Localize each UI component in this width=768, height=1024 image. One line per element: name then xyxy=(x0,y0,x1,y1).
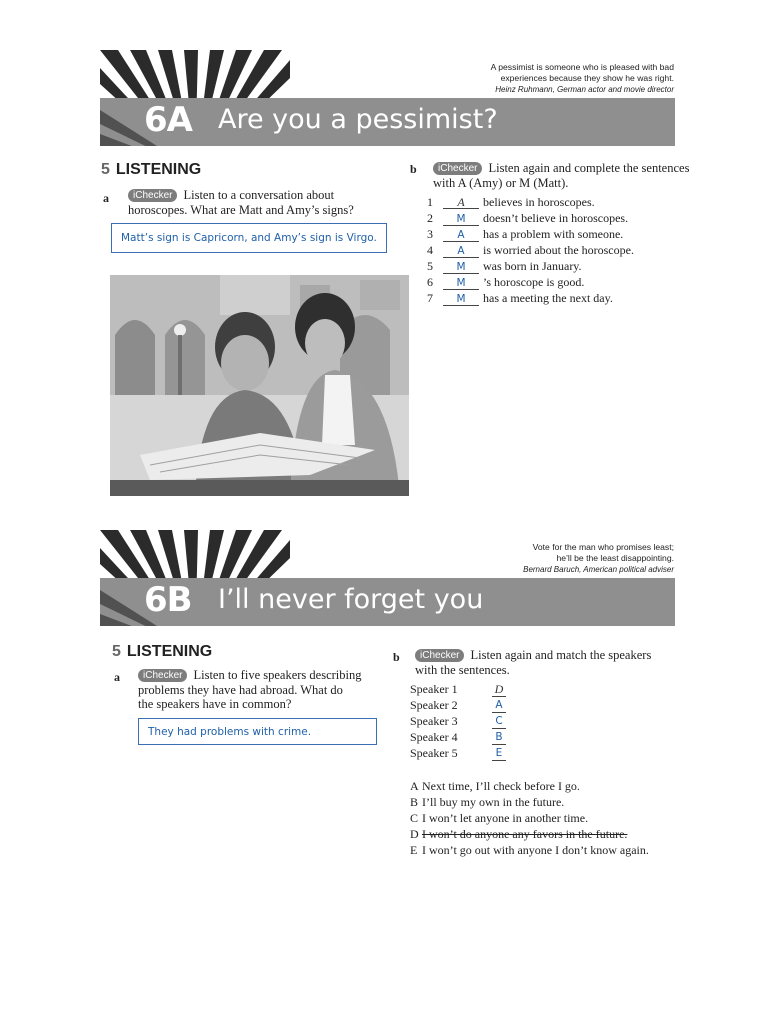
unit-6a-banner xyxy=(100,50,675,146)
answer-blank[interactable]: M xyxy=(443,261,479,274)
answer-blank[interactable]: M xyxy=(443,293,479,306)
sentence-row: 3 A has a problem with someone. xyxy=(427,227,624,241)
option-item: A Next time, I’ll check before I go. xyxy=(410,779,580,793)
unit-6a-quote: A pessimist is someone who is pleased with bad experiences because they show he was right. Heinz Ruhmann, German actor and movie director xyxy=(490,62,674,94)
speaker-row: Speaker 3 C xyxy=(410,714,458,728)
section-heading-listening xyxy=(101,161,201,179)
speaker-answer-blank[interactable]: E xyxy=(492,746,506,761)
option-item: B I’ll buy my own in the future. xyxy=(410,795,565,809)
speaker-row: Speaker 4 B xyxy=(410,730,458,744)
answer-box[interactable]: They had problems with crime. xyxy=(138,718,377,745)
answer-blank[interactable]: A xyxy=(443,245,479,258)
speaker-row: Speaker 2 A xyxy=(410,698,458,712)
section-number: 5 xyxy=(101,161,110,178)
section-heading-listening xyxy=(112,643,212,661)
speaker-row: Speaker 1 D xyxy=(410,682,458,696)
sentence-row: 6 M ’s horoscope is good. xyxy=(427,275,585,289)
option-item: C I won’t let anyone in another time. xyxy=(410,811,589,825)
speaker-answer-blank[interactable]: C xyxy=(492,714,506,729)
answer-blank[interactable]: A xyxy=(443,229,479,242)
option-item-crossed-out: D I won’t do anyone any favors in the future. xyxy=(410,827,628,841)
sentence-row: 7 M has a meeting the next day. xyxy=(427,291,613,305)
quote-author: Heinz Ruhmann, German actor and movie director xyxy=(495,85,674,94)
photo-couple-reading-newspaper xyxy=(110,275,409,496)
unit-number: 6B xyxy=(144,580,192,620)
ichecker-badge: iChecker xyxy=(415,649,464,662)
ichecker-badge: iChecker xyxy=(128,189,177,202)
unit-title: Are you a pessimist? xyxy=(218,104,498,135)
sentence-row: 5 M was born in January. xyxy=(427,259,582,273)
part-b-letter: b xyxy=(410,162,417,176)
answer-blank[interactable]: A xyxy=(443,196,479,209)
sentence-row: 4 A is worried about the horoscope. xyxy=(427,243,634,257)
section-title: LISTENING xyxy=(115,161,202,178)
part-b-instruction: iChecker Listen again and match the speakers with the sentences. xyxy=(415,648,652,677)
speaker-answer-blank[interactable]: A xyxy=(492,698,506,713)
unit-title: I’ll never forget you xyxy=(218,584,484,615)
part-a-instruction: iChecker Listen to a conversation about horoscopes. What are Matt and Amy’s signs? xyxy=(128,188,354,217)
sentence-row: 2 M doesn’t believe in horoscopes. xyxy=(427,211,629,225)
part-b-letter: b xyxy=(393,650,400,664)
answer-blank[interactable]: M xyxy=(443,213,479,226)
speaker-answer-blank[interactable]: B xyxy=(492,730,506,745)
part-b-instruction: iChecker Listen again and complete the sentences with A (Amy) or M (Matt). xyxy=(433,161,690,190)
part-a-instruction: iChecker Listen to five speakers describing problems they have had abroad. What do the speakers have in common? xyxy=(138,668,362,711)
section-number: 5 xyxy=(112,643,121,660)
section-title: LISTENING xyxy=(126,643,213,660)
ichecker-badge: iChecker xyxy=(433,162,482,175)
part-a-letter: a xyxy=(103,191,109,205)
unit-6b-banner xyxy=(100,530,675,626)
unit-number: 6A xyxy=(144,100,192,140)
ichecker-badge: iChecker xyxy=(138,669,187,682)
quote-author: Bernard Baruch, American political adviser xyxy=(523,565,674,574)
answer-blank[interactable]: M xyxy=(443,277,479,290)
sentence-row: 1 A believes in horoscopes. xyxy=(427,195,595,209)
option-item: E I won’t go out with anyone I don’t know again. xyxy=(410,843,649,857)
answer-box[interactable]: Matt’s sign is Capricorn, and Amy’s sign is Virgo. xyxy=(111,223,387,253)
speaker-answer-blank[interactable]: D xyxy=(492,682,506,697)
part-a-letter: a xyxy=(114,670,120,684)
unit-6b-quote: Vote for the man who promises least; he’ll be the least disappointing. Bernard Baruch, American political adviser xyxy=(523,542,674,574)
speaker-row: Speaker 5 E xyxy=(410,746,458,760)
photo-graphic xyxy=(110,275,409,496)
